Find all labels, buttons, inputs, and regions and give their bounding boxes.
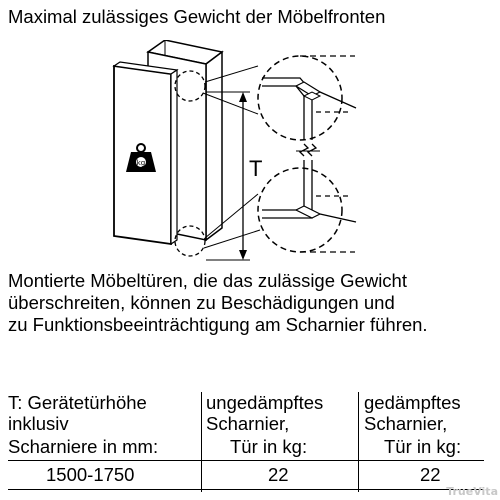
weight-table (0, 392, 500, 500)
col1-header-line1: T: Gerätetürhöhe (8, 392, 147, 413)
row-damped: 22 (420, 464, 441, 485)
paragraph-line: Montierte Möbeltüren, die das zulässige Gewicht (8, 270, 407, 291)
cabinet-diagram (0, 40, 500, 265)
column-divider (201, 392, 202, 492)
column-divider (358, 392, 359, 492)
warning-paragraph (8, 270, 498, 336)
col2-header-line3: Tür in kg: (230, 436, 308, 457)
paragraph-line: überschreiten, können zu Beschädigungen und (8, 292, 395, 313)
lower-hinge-detail (258, 160, 356, 252)
col2-header-line2: Scharnier, (206, 413, 290, 434)
col3-header-line2: Scharnier, (364, 413, 448, 434)
row-divider (8, 489, 484, 490)
col3-header-line3: Tür in kg: (384, 436, 462, 457)
svg-text:kg: kg (136, 159, 146, 167)
dimension-label: T (249, 156, 263, 181)
col1-header-line2: inklusiv (8, 413, 69, 434)
cabinet-side (206, 52, 222, 240)
paragraph-line: zu Funktionsbeeinträchtigung am Scharnier führen. (8, 314, 428, 335)
col2-header-line1: ungedämpftes (206, 392, 324, 413)
installation-figure (0, 40, 500, 265)
header-divider (8, 460, 484, 461)
col3-header-line1: gedämpftes (364, 392, 461, 413)
watermark: TrueVita (446, 485, 498, 498)
col1-header-line3: Scharniere in mm: (8, 436, 159, 457)
page-title: Maximal zulässiges Gewicht der Möbelfronten (8, 6, 386, 27)
row-undamped: 22 (268, 464, 289, 485)
row-height: 1500-1750 (46, 464, 135, 485)
upper-hinge-detail (258, 56, 356, 140)
